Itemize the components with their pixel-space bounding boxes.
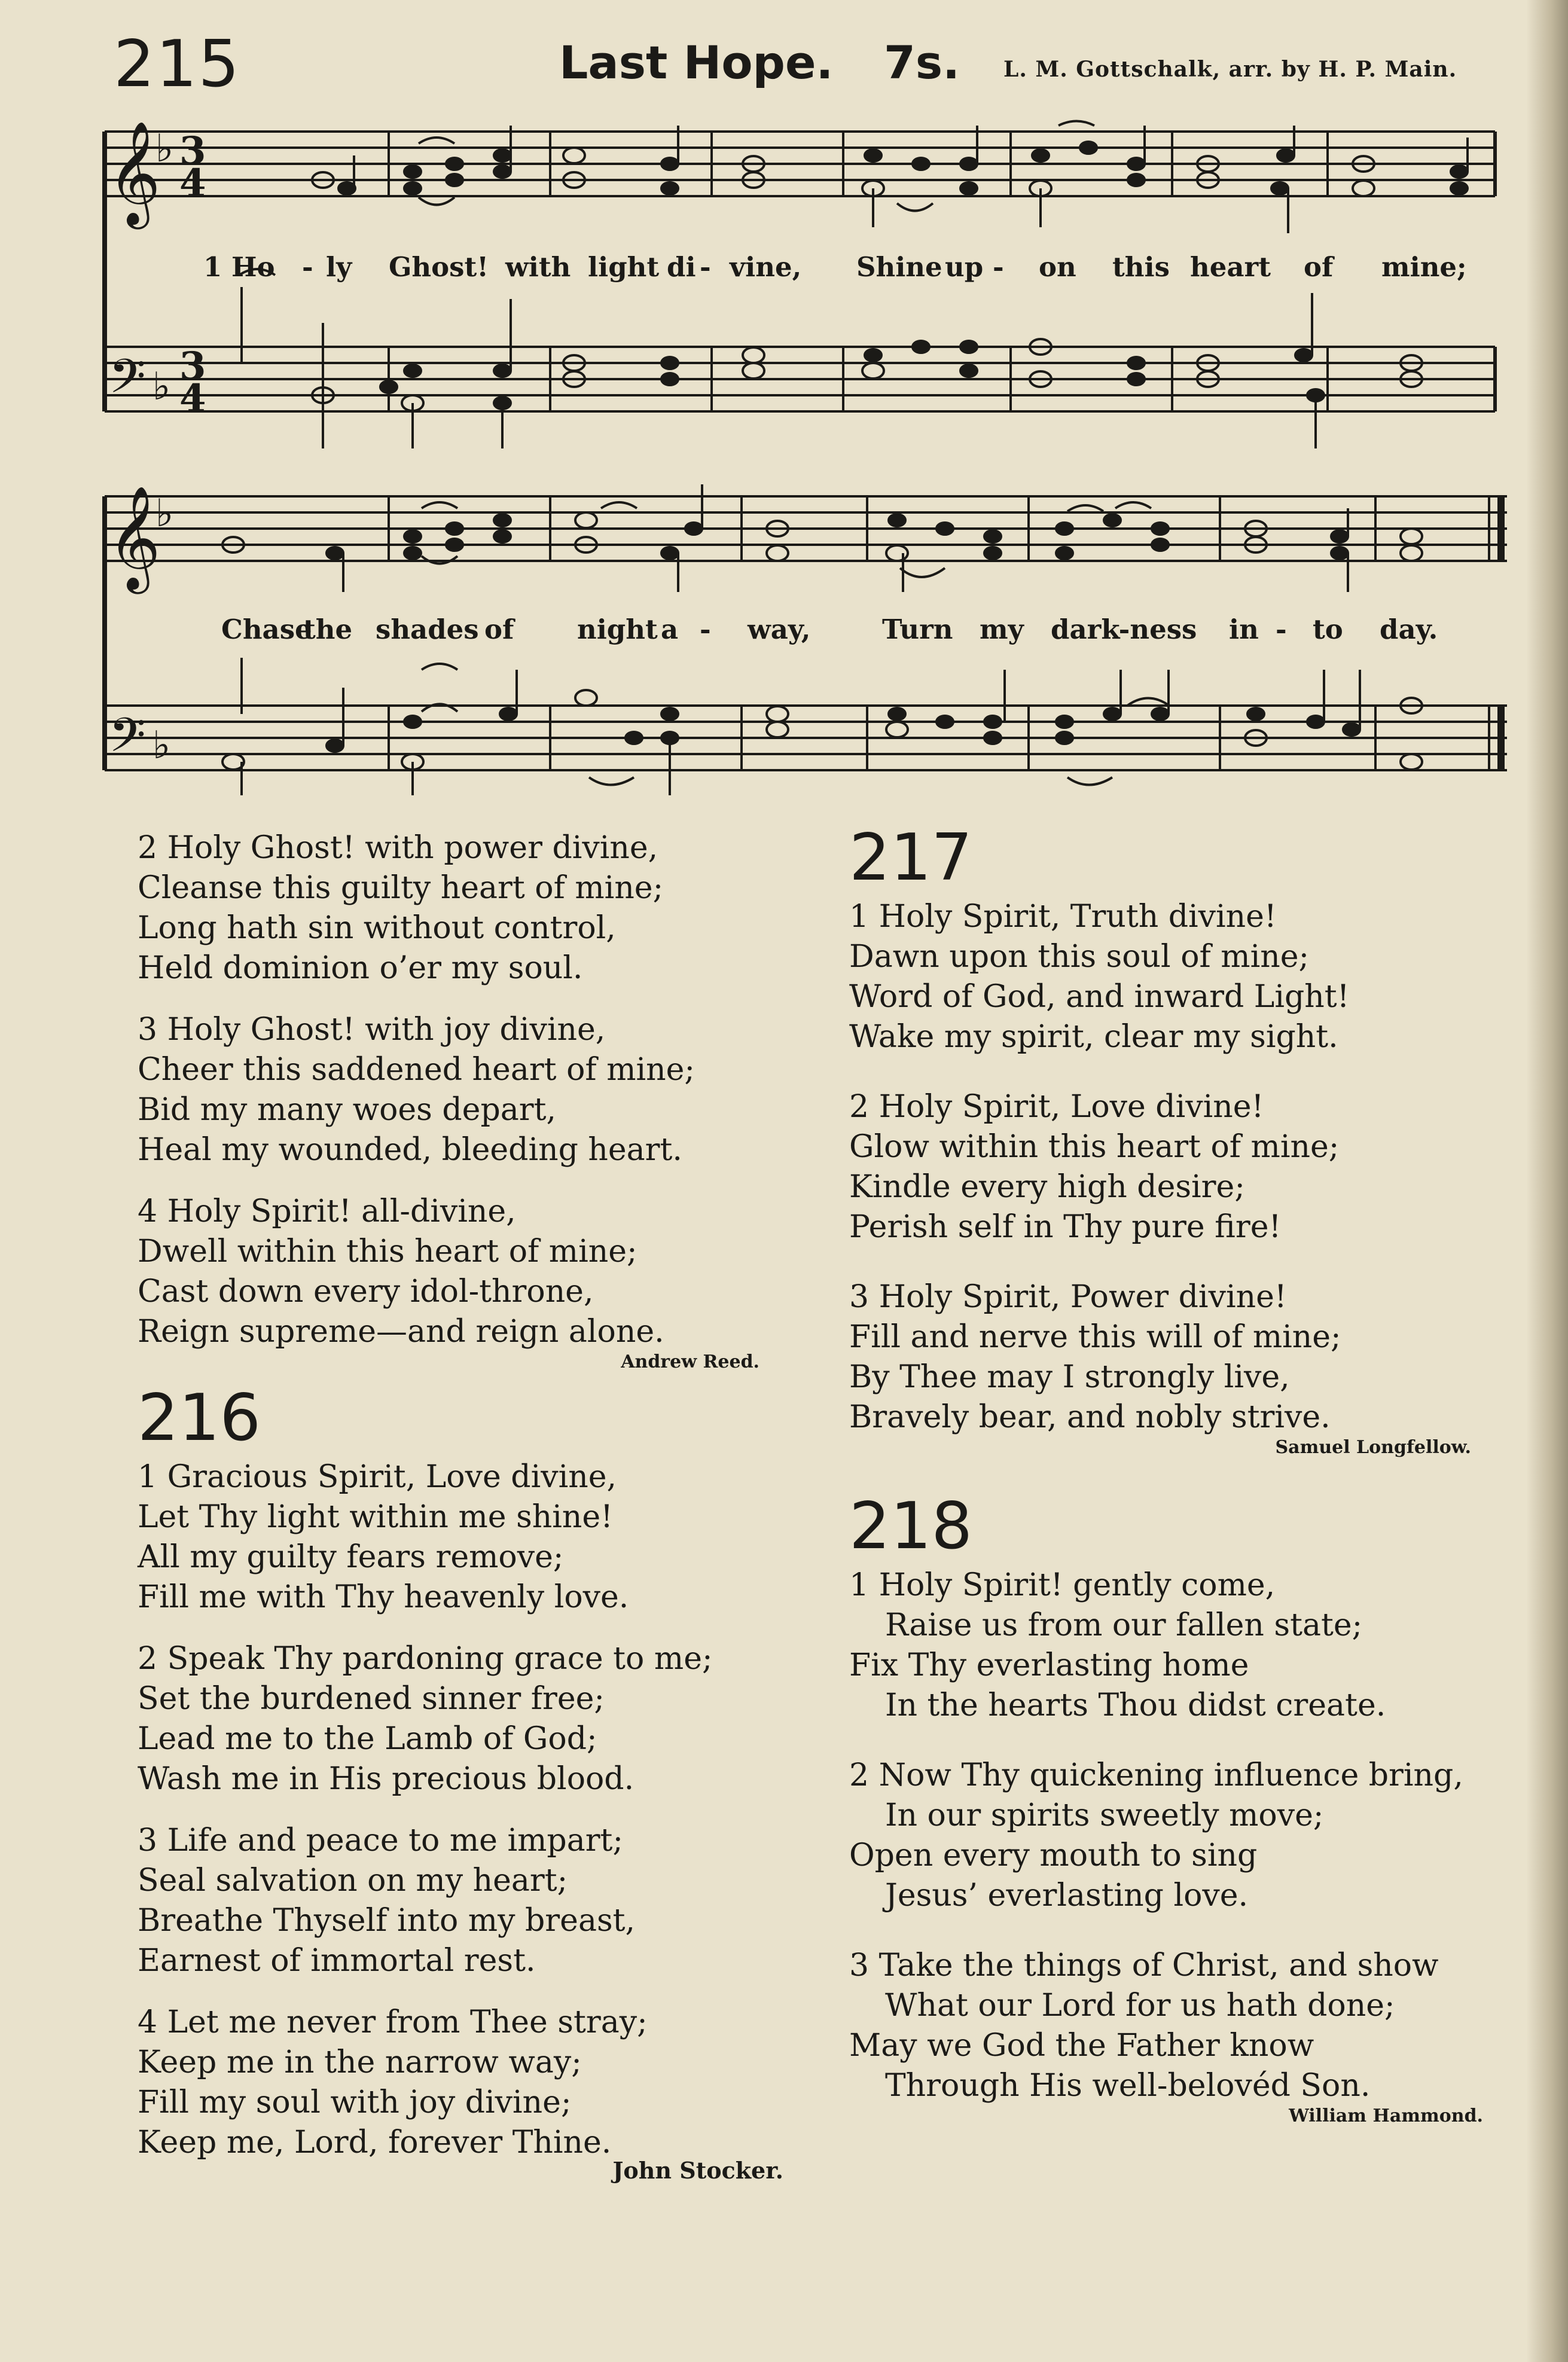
music-score (96, 114, 1507, 801)
stanza (138, 1192, 783, 1352)
lyric-syllable: 1 Ho (203, 251, 275, 283)
hymn-number-216: 216 (138, 1381, 261, 1455)
lyric-syllable: - (700, 251, 711, 283)
lyric-syllable: di (667, 251, 696, 283)
hymn-number-217: 217 (849, 820, 973, 895)
verse-line: Cast down every idol-throne, (138, 1274, 594, 1310)
lyric-syllable: Turn (882, 614, 953, 645)
verse-line: Fix Thy everlasting home (849, 1647, 1249, 1683)
lyric-syllable: way, (748, 614, 811, 645)
verse-line: Raise us from our fallen state; (885, 1607, 1363, 1643)
verse-line: Perish self in Thy pure fire! (849, 1209, 1282, 1245)
lyric-syllable: on (1039, 251, 1076, 283)
verse-line: Fill my soul with joy divine; (138, 2085, 572, 2120)
stanza (138, 1821, 783, 1981)
verse-line: Dwell within this heart of mine; (138, 1234, 637, 1270)
verse-line: Breathe Thyself into my breast, (138, 1903, 636, 1939)
stanza (138, 1639, 783, 1799)
lyric-syllable: - (1276, 614, 1287, 645)
lyric-syllable: of (484, 614, 514, 645)
treble-clef-icon: 𝄞 (108, 121, 161, 225)
stanza (849, 1756, 1507, 1916)
lyric-syllable: vine, (730, 251, 802, 283)
bass-clef-icon: 𝄢 (109, 707, 146, 774)
verse-line: Held dominion o’er my soul. (138, 950, 583, 986)
lyric-syllable: mine; (1381, 251, 1467, 283)
verse-line: Reign supreme—and reign alone. (138, 1314, 664, 1350)
verse-line: 4 Holy Spirit! all-divine, (138, 1194, 516, 1229)
verse-line: 2 Speak Thy pardoning grace to me; (138, 1641, 713, 1677)
svg-text:4: 4 (179, 376, 206, 421)
verse-line: 2 Holy Ghost! with power divine, (138, 830, 658, 866)
lyric-syllable: - (700, 614, 711, 645)
verse-line: 2 Now Thy quickening influence bring, (849, 1757, 1463, 1793)
verse-line: Let Thy light within me shine! (138, 1499, 614, 1535)
verse-line: Glow within this heart of mine; (849, 1129, 1340, 1165)
verse-line: 2 Holy Spirit, Love divine! (849, 1089, 1264, 1125)
verse-line: Keep me, Lord, forever Thine. (138, 2125, 612, 2160)
lyric-syllable: shades (376, 614, 479, 645)
verse-line: By Thee may I strongly live, (849, 1359, 1290, 1395)
verse-line: All my guilty fears remove; (138, 1539, 564, 1575)
lyric-syllable: Chase (221, 614, 312, 645)
stanza (138, 1010, 783, 1170)
left-column (138, 828, 783, 2194)
verse-line: Fill me with Thy heavenly love. (138, 1579, 629, 1615)
stanza (849, 1277, 1507, 1438)
lyric-syllable: the (303, 614, 353, 645)
author-credit: John Stocker. (612, 2157, 783, 2184)
lyric-line-2 (0, 614, 1568, 649)
verse-line: 1 Holy Spirit! gently come, (849, 1567, 1276, 1603)
lyric-syllable: night (577, 614, 658, 645)
verse-line: Heal my wounded, bleeding heart. (138, 1132, 682, 1168)
verse-line: Keep me in the narrow way; (138, 2044, 582, 2080)
lyric-syllable: with (505, 251, 571, 283)
verse-line: 3 Take the things of Christ, and show (849, 1948, 1439, 1983)
author-credit: William Hammond. (1289, 2105, 1483, 2126)
svg-text:3: 3 (179, 344, 206, 389)
verse-line: Bid my many woes depart, (138, 1092, 557, 1128)
stanza (138, 828, 783, 988)
svg-text:♭: ♭ (155, 491, 174, 536)
hymn-number-218: 218 (849, 1489, 973, 1564)
verse-line: Wake my spirit, clear my sight. (849, 1019, 1338, 1055)
verse-line: Seal salvation on my heart; (138, 1863, 568, 1899)
verse-line: Kindle every high desire; (849, 1169, 1245, 1205)
verse-line: 3 Holy Ghost! with joy divine, (138, 1012, 606, 1048)
author-credit: Andrew Reed. (621, 1351, 759, 1372)
verse-line: Through His well-belovéd Son. (885, 2068, 1371, 2104)
verse-line: In the hearts Thou didst create. (885, 1687, 1386, 1723)
lyric-syllable: to (1313, 614, 1343, 645)
verse-line: 3 Life and peace to me impart; (138, 1823, 623, 1859)
lyric-line-1 (0, 251, 1568, 287)
svg-text:♭: ♭ (152, 364, 171, 409)
staff-bass-1 (105, 347, 1495, 411)
verse-line: May we God the Father know (849, 2028, 1314, 2064)
verse-line: 1 Gracious Spirit, Love divine, (138, 1459, 617, 1495)
bass-clef-icon: 𝄢 (109, 349, 146, 416)
right-column (849, 820, 1507, 2140)
hymn-meter: 7s. (884, 36, 960, 89)
stanza (849, 1565, 1507, 1726)
lyric-syllable: in (1229, 614, 1259, 645)
staff-treble-2 (105, 496, 1507, 561)
verse-line: Wash me in His precious blood. (138, 1761, 634, 1797)
lyric-syllable: - (302, 251, 313, 283)
page-edge-shadow (1526, 0, 1568, 2362)
lyric-syllable: a (661, 614, 679, 645)
hymn-title: Last Hope. (559, 36, 834, 89)
lyric-syllable: ly (326, 251, 352, 283)
verse-line: What our Lord for us hath done; (885, 1988, 1395, 2024)
verse-line: Cheer this saddened heart of mine; (138, 1052, 695, 1088)
lyric-syllable: up (945, 251, 984, 283)
lyric-syllable: Ghost! (389, 251, 489, 283)
author-credit: Samuel Longfellow. (1275, 1437, 1471, 1458)
verse-line: 1 Holy Spirit, Truth divine! (849, 899, 1277, 935)
verse-line: Long hath sin without control, (138, 910, 616, 946)
lyric-syllable: of (1304, 251, 1334, 283)
verse-line: Earnest of immortal rest. (138, 1943, 536, 1979)
stanza (138, 2003, 783, 2163)
verse-line: Bravely bear, and nobly strive. (849, 1399, 1331, 1435)
composer-credit: L. M. Gottschalk, arr. by H. P. Main. (1003, 57, 1457, 82)
verse-line: Cleanse this guilty heart of mine; (138, 870, 664, 906)
stanza (849, 897, 1507, 1057)
lyric-syllable: - (993, 251, 1004, 283)
verse-line: In our spirits sweetly move; (885, 1798, 1324, 1833)
verse-line: Word of God, and inward Light! (849, 979, 1350, 1015)
verse-line: Fill and nerve this will of mine; (849, 1319, 1341, 1355)
verse-line: 3 Holy Spirit, Power divine! (849, 1279, 1287, 1315)
verse-line: Set the burdened sinner free; (138, 1681, 605, 1717)
verse-line: Dawn upon this soul of mine; (849, 939, 1310, 975)
hymn-number-215: 215 (114, 27, 241, 102)
lyric-syllable: heart (1190, 251, 1271, 283)
stanza (138, 1457, 783, 1618)
verse-line: Jesus’ everlasting love. (885, 1878, 1249, 1914)
lyric-syllable: my (980, 614, 1024, 645)
verse-line: 4 Let me never from Thee stray; (138, 2004, 648, 2040)
stanza (849, 1946, 1507, 2106)
lyric-syllable: this (1112, 251, 1170, 283)
verse-line: Lead me to the Lamb of God; (138, 1721, 597, 1757)
svg-text:4: 4 (179, 161, 206, 206)
svg-text:♭: ♭ (155, 126, 174, 171)
verse-line: Open every mouth to sing (849, 1838, 1258, 1873)
staff-bass-2 (105, 706, 1507, 770)
lyric-syllable: day. (1380, 614, 1438, 645)
svg-text:3: 3 (179, 129, 206, 173)
lyric-syllable: light (588, 251, 660, 283)
svg-text:♭: ♭ (152, 723, 171, 768)
lyric-syllable: dark-ness (1051, 614, 1197, 645)
stanza (849, 1087, 1507, 1247)
treble-clef-icon: 𝄞 (108, 486, 161, 590)
lyric-syllable: Shine (856, 251, 942, 283)
